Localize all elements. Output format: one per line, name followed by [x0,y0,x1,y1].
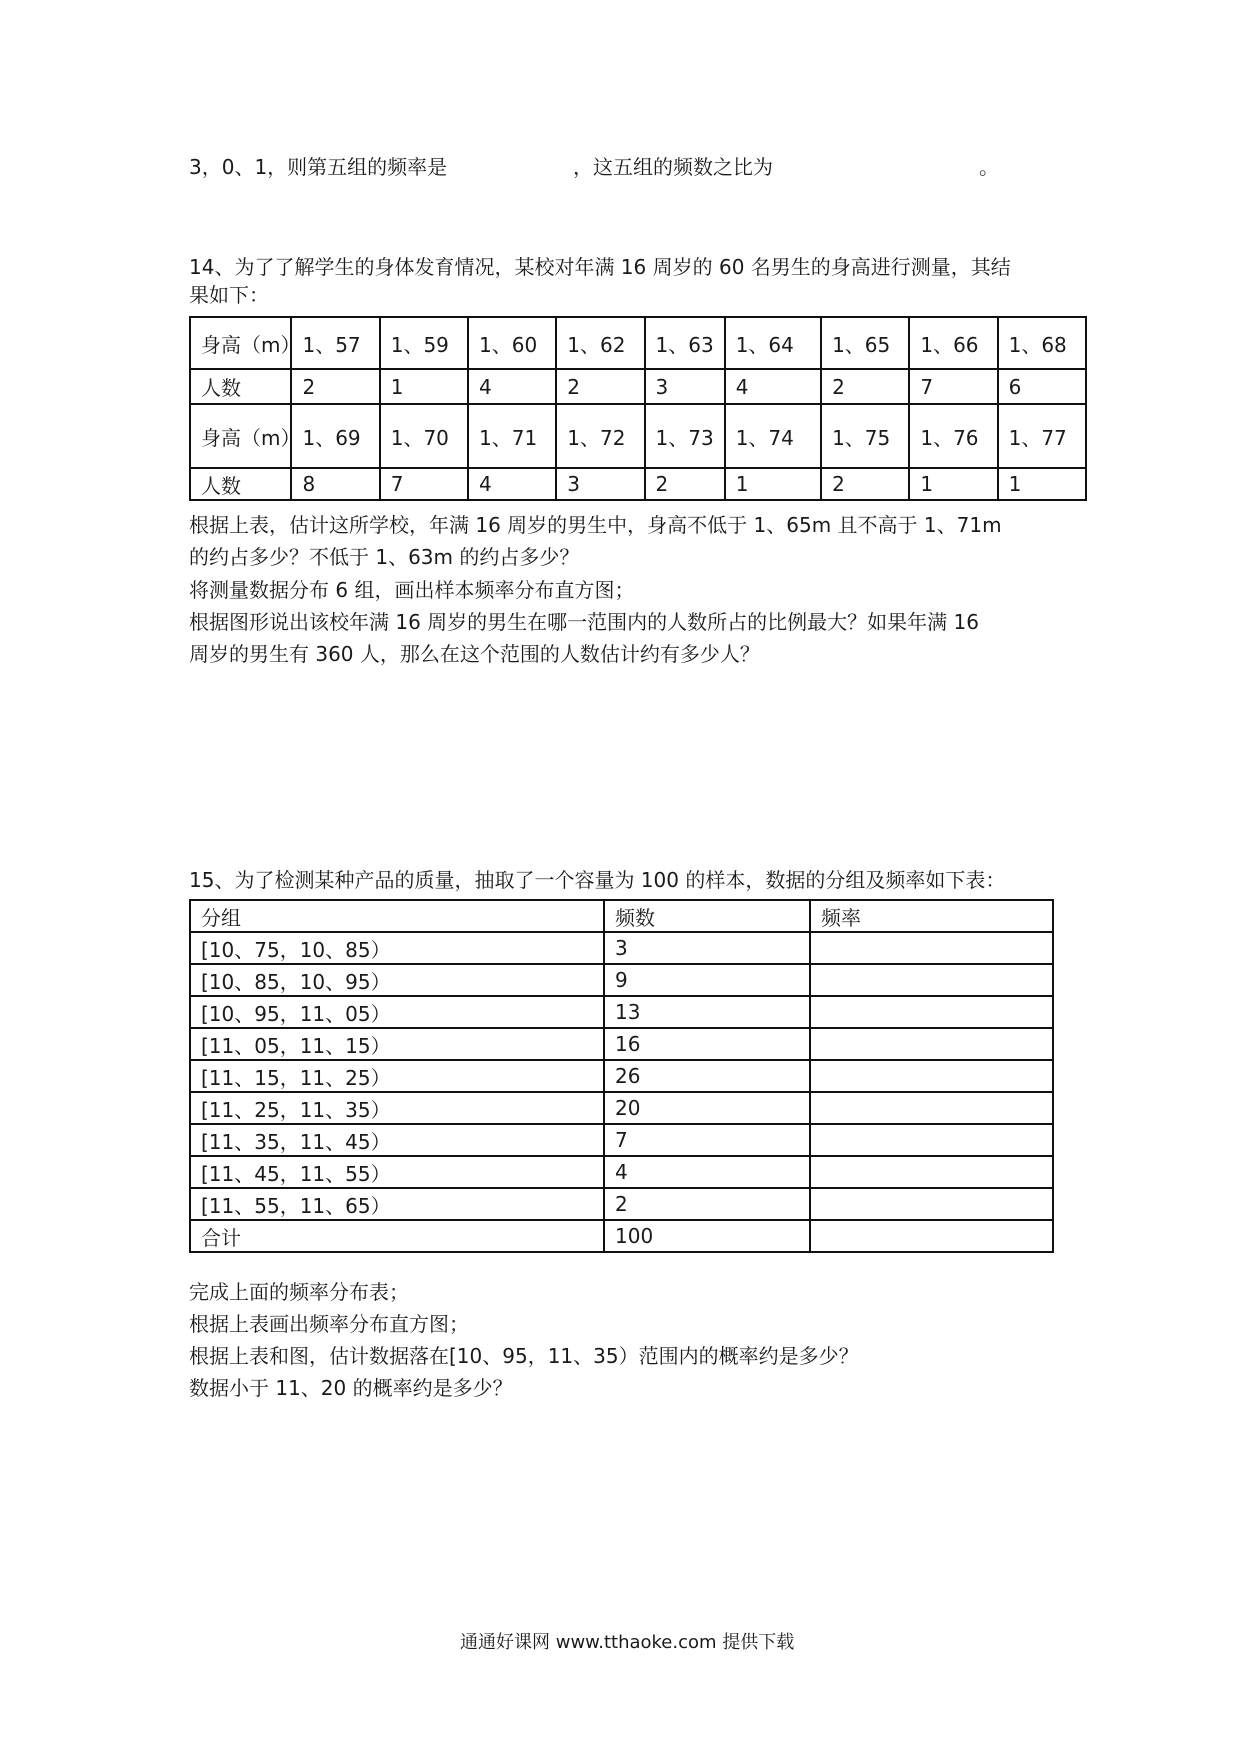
q14-question-3a: 根据图形说出该校年满 16 周岁的男生在哪一范围内的人数所占的比例最大？如果年满 16 [189,610,979,634]
frequency-cell [810,1092,1053,1124]
group-cell: [11、15，11、25） [190,1060,604,1092]
table-cell: 7 [909,369,997,404]
table-header-row [190,900,1053,932]
group-cell: [11、05，11、15） [190,1028,604,1060]
page-footer: 通通好课网 www.tthaoke.com 提供下载 [460,1632,795,1653]
table-cell: 1、70 [380,404,468,468]
count-cell: 16 [604,1028,810,1060]
table-row [190,468,1086,500]
q15-frequency-table [189,899,1054,1253]
q13-text-part3: 。 [979,155,999,179]
table-cell: 2 [291,369,379,404]
table-cell: 1、72 [556,404,644,468]
table-row [190,404,1086,468]
table-row [190,1060,1053,1092]
q14-question-3b: 周岁的男生有 360 人，那么在这个范围的人数估计约有多少人？ [189,642,760,666]
table-cell: 1、62 [556,317,644,369]
table-cell: 1、68 [998,317,1086,369]
table-cell: 4 [468,468,556,500]
table-cell: 1、77 [998,404,1086,468]
row-label: 身高（m） [190,317,291,369]
frequency-cell [810,996,1053,1028]
table-cell: 1、60 [468,317,556,369]
table-cell: 1、69 [291,404,379,468]
table-cell: 1、71 [468,404,556,468]
frequency-cell [810,1124,1053,1156]
column-header-count: 频数 [604,900,810,932]
table-cell: 4 [468,369,556,404]
q13-text-part2: ，这五组的频数之比为 [573,155,773,179]
q15-question-3: 根据上表和图，估计数据落在[10、95，11、35）范围内的概率约是多少？ [189,1344,859,1368]
table-cell: 1、57 [291,317,379,369]
table-cell: 1、63 [645,317,725,369]
column-header-group: 分组 [190,900,604,932]
table-cell: 2 [556,369,644,404]
table-row [190,1092,1053,1124]
row-label: 身高（m） [190,404,291,468]
count-cell: 3 [604,932,810,964]
q13-text-part1: 3，0、1，则第五组的频率是 [189,155,448,179]
q14-question-2: 将测量数据分布 6 组，画出样本频率分布直方图； [189,578,635,602]
table-cell: 4 [725,369,821,404]
total-label-cell: 合计 [190,1220,604,1252]
q15-intro: 15、为了检测某种产品的质量，抽取了一个容量为 100 的样本，数据的分组及频率如下表： [189,868,1006,892]
q14-question-1b: 的约占多少？不低于 1、63m 的约占多少？ [189,545,580,569]
count-cell: 2 [604,1188,810,1220]
table-row [190,317,1086,369]
table-cell: 1、74 [725,404,821,468]
table-cell: 1、75 [821,404,909,468]
table-cell: 1 [380,369,468,404]
frequency-cell [810,932,1053,964]
row-label: 人数 [190,468,291,500]
frequency-cell [810,1028,1053,1060]
table-cell: 1、76 [909,404,997,468]
table-row [190,1156,1053,1188]
count-cell: 9 [604,964,810,996]
table-cell: 1 [725,468,821,500]
table-cell: 8 [291,468,379,500]
table-cell: 1 [998,468,1086,500]
group-cell: [11、45，11、55） [190,1156,604,1188]
table-row [190,1028,1053,1060]
group-cell: [11、55，11、65） [190,1188,604,1220]
table-cell: 2 [821,369,909,404]
table-cell: 7 [380,468,468,500]
q15-question-1: 完成上面的频率分布表； [189,1280,409,1304]
table-cell: 1、59 [380,317,468,369]
table-row [190,1124,1053,1156]
q14-height-table [189,316,1087,501]
count-cell: 13 [604,996,810,1028]
table-cell: 2 [645,468,725,500]
group-cell: [11、25，11、35） [190,1092,604,1124]
q15-question-2: 根据上表画出频率分布直方图； [189,1312,469,1336]
count-cell: 20 [604,1092,810,1124]
frequency-cell [810,1156,1053,1188]
table-row [190,369,1086,404]
count-cell: 26 [604,1060,810,1092]
table-cell: 2 [821,468,909,500]
q14-question-1a: 根据上表，估计这所学校，年满 16 周岁的男生中，身高不低于 1、65m 且不高于 1、71m [189,513,1002,537]
q15-question-4: 数据小于 11、20 的概率约是多少？ [189,1376,513,1400]
table-cell: 3 [556,468,644,500]
row-label: 人数 [190,369,291,404]
table-cell: 1、64 [725,317,821,369]
group-cell: [10、95，11、05） [190,996,604,1028]
total-frequency-cell [810,1220,1053,1252]
q14-intro-line1: 14、为了了解学生的身体发育情况，某校对年满 16 周岁的 60 名男生的身高进行测量，其结 [189,255,1011,279]
column-header-frequency: 频率 [810,900,1053,932]
group-cell: [10、85，10、95） [190,964,604,996]
table-cell: 1、73 [645,404,725,468]
table-cell: 3 [645,369,725,404]
group-cell: [10、75，10、85） [190,932,604,964]
table-row [190,932,1053,964]
table-cell: 1 [909,468,997,500]
group-cell: [11、35，11、45） [190,1124,604,1156]
table-total-row [190,1220,1053,1252]
frequency-cell [810,964,1053,996]
frequency-cell [810,1188,1053,1220]
count-cell: 4 [604,1156,810,1188]
total-count-cell: 100 [604,1220,810,1252]
count-cell: 7 [604,1124,810,1156]
table-row [190,964,1053,996]
q14-intro-line2: 果如下： [189,283,269,307]
table-cell: 1、66 [909,317,997,369]
table-cell: 1、65 [821,317,909,369]
frequency-cell [810,1060,1053,1092]
table-cell: 6 [998,369,1086,404]
table-row [190,1188,1053,1220]
table-row [190,996,1053,1028]
